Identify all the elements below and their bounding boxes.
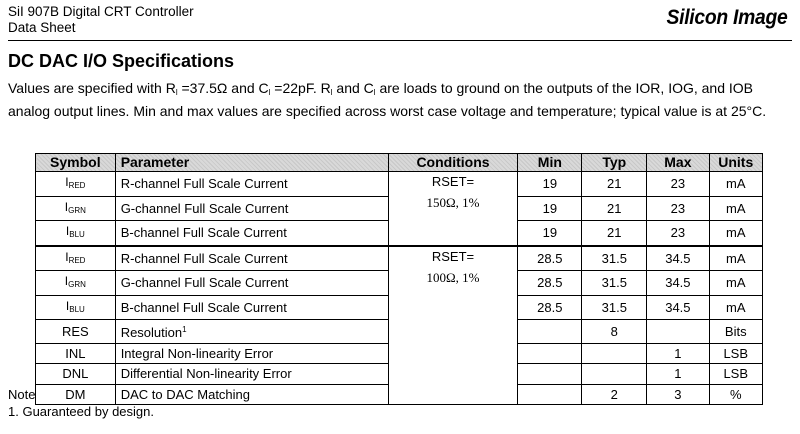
parameter-cell: R-channel Full Scale Current	[115, 246, 388, 271]
min-cell: 28.5	[518, 246, 582, 271]
header-symbol: Symbol	[36, 154, 116, 172]
symbol-cell: $I_{BLU}$	[36, 295, 116, 320]
symbol-cell: DNL	[36, 364, 116, 385]
symbol-cell: $I_{BLU}$	[36, 221, 116, 246]
conditions-cell: RSET= 100Ω, 1%	[388, 246, 518, 405]
min-cell: 19	[518, 196, 582, 221]
typ-cell: 31.5	[582, 246, 647, 271]
max-cell: 23	[647, 172, 709, 197]
section-title: DC DAC I/O Specifications	[8, 51, 235, 71]
footnote-section	[8, 386, 154, 420]
units-cell: mA	[709, 221, 763, 246]
header-parameter: Parameter	[115, 154, 388, 172]
units-cell: LSB	[709, 343, 763, 364]
header-conditions: Conditions	[388, 154, 518, 172]
note-label: Note	[8, 387, 36, 402]
units-cell: Bits	[709, 320, 763, 344]
min-cell: 28.5	[518, 295, 582, 320]
symbol-cell: INL	[36, 343, 116, 364]
max-cell: 3	[647, 384, 709, 405]
header-units: Units	[709, 154, 763, 172]
intro-sub-r2: l	[330, 88, 333, 97]
units-cell: mA	[709, 196, 763, 221]
units-cell: mA	[709, 172, 763, 197]
min-cell	[518, 343, 582, 364]
header-max: Max	[647, 154, 709, 172]
symbol-cell: DM	[36, 384, 116, 405]
parameter-cell: R-channel Full Scale Current	[115, 172, 388, 197]
typ-cell: 8	[582, 320, 647, 344]
symbol-cell: $I_{RED}$	[36, 246, 116, 271]
parameter-cell: Integral Non-linearity Error	[115, 343, 388, 364]
footnote-ref: 1	[182, 325, 187, 334]
parameter-cell: B-channel Full Scale Current	[115, 295, 388, 320]
typ-cell: 31.5	[582, 271, 647, 296]
intro-sub-r: l	[175, 88, 178, 97]
units-cell: mA	[709, 246, 763, 271]
units-cell: mA	[709, 271, 763, 296]
units-cell: LSB	[709, 364, 763, 385]
intro-paragraph	[8, 79, 793, 121]
product-title: SiI 907B Digital CRT Controller	[8, 4, 194, 19]
max-cell: 1	[647, 343, 709, 364]
header-min: Min	[518, 154, 582, 172]
dac-spec-table	[35, 153, 763, 405]
typ-cell: 21	[582, 172, 647, 197]
symbol-cell: $I_{GRN}$	[36, 196, 116, 221]
parameter-cell: Differential Non-linearity Error	[115, 364, 388, 385]
intro-sub-c2: l	[373, 88, 376, 97]
max-cell: 34.5	[647, 246, 709, 271]
max-cell: 1	[647, 364, 709, 385]
parameter-cell: G-channel Full Scale Current	[115, 271, 388, 296]
typ-cell: 21	[582, 221, 647, 246]
intro-text-1: Values are specified with R	[8, 80, 176, 96]
max-cell: 34.5	[647, 295, 709, 320]
typ-cell: 21	[582, 196, 647, 221]
units-cell: mA	[709, 295, 763, 320]
symbol-cell: $I_{RED}$	[36, 172, 116, 197]
symbol-cell: RES	[36, 320, 116, 344]
typ-cell: 31.5	[582, 295, 647, 320]
min-cell	[518, 320, 582, 344]
document-type: Data Sheet	[8, 20, 76, 35]
table-row	[36, 172, 763, 197]
parameter-cell: Resolution$^1$	[115, 320, 388, 344]
header-divider	[8, 40, 792, 41]
min-cell	[518, 384, 582, 405]
table-header-row	[36, 154, 763, 172]
document-header	[8, 4, 194, 36]
max-cell: 23	[647, 196, 709, 221]
typ-cell: 2	[582, 384, 647, 405]
intro-text-2: =37.5Ω and C	[177, 80, 269, 96]
intro-sub-c: l	[268, 88, 271, 97]
parameter-cell: G-channel Full Scale Current	[115, 196, 388, 221]
silicon-image-logo: Silicon Image	[666, 6, 787, 29]
parameter-cell: DAC to DAC Matching	[115, 384, 388, 405]
typ-cell	[582, 364, 647, 385]
min-cell: 19	[518, 172, 582, 197]
min-cell	[518, 364, 582, 385]
max-cell	[647, 320, 709, 344]
min-cell: 28.5	[518, 271, 582, 296]
intro-text-3: =22pF. R	[270, 80, 331, 96]
typ-cell	[582, 343, 647, 364]
max-cell: 23	[647, 221, 709, 246]
intro-text-4: and C	[332, 80, 374, 96]
parameter-cell: B-channel Full Scale Current	[115, 221, 388, 246]
note-item: 1. Guaranteed by design.	[8, 404, 154, 419]
conditions-cell: RSET= 150Ω, 1%	[388, 172, 518, 246]
symbol-cell: $I_{GRN}$	[36, 271, 116, 296]
intro-text-5: are loads to ground on the outputs of the IOR, IOG, and IOB analog output lines. Min and max values are specified across worst case voltage and temperature; typical value is at 25°C.	[8, 80, 767, 119]
units-cell: %	[709, 384, 763, 405]
min-cell: 19	[518, 221, 582, 246]
table-row	[36, 246, 763, 271]
max-cell: 34.5	[647, 271, 709, 296]
header-typ: Typ	[582, 154, 647, 172]
